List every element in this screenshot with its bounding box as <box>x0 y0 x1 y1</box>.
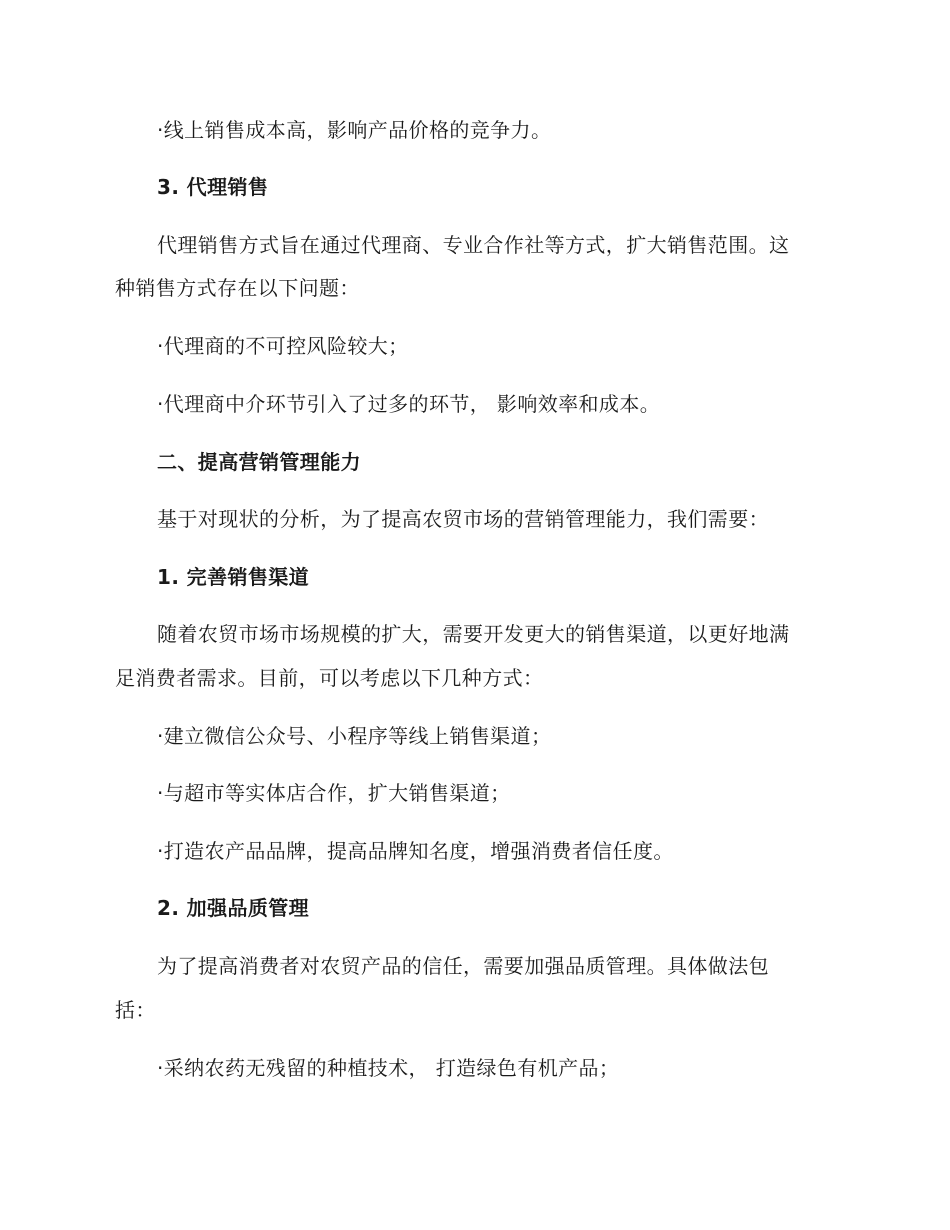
heading-quality-management: 2. 加强品质管理 <box>157 896 310 920</box>
bullet-supermarket: ·与超市等实体店合作，扩大销售渠道； <box>157 781 511 805</box>
bullet-agency-risk: ·代理商的不可控风险较大； <box>157 334 409 358</box>
paragraph-quality-line-2: 括： <box>115 998 156 1022</box>
heading-sales-channels: 1. 完善销售渠道 <box>157 565 310 589</box>
bullet-online-cost: ·线上销售成本高，影响产品价格的竞争力。 <box>157 118 552 142</box>
bullet-pesticide: ·采纳农药无残留的种植技术， 打造绿色有机产品； <box>157 1056 620 1080</box>
paragraph-quality-line-1: 为了提高消费者对农贸产品的信任，需要加强品质管理。具体做法包 <box>157 954 769 978</box>
paragraph-channels-line-1: 随着农贸市场市场规模的扩大，需要开发更大的销售渠道，以更好地满 <box>157 622 790 646</box>
bullet-wechat: ·建立微信公众号、小程序等线上销售渠道； <box>157 724 552 748</box>
heading-agency-sales: 3. 代理销售 <box>157 175 269 199</box>
paragraph-intro: 基于对现状的分析，为了提高农贸市场的营销管理能力，我们需要： <box>157 507 769 531</box>
bullet-brand: ·打造农产品品牌，提高品牌知名度，增强消费者信任度。 <box>157 839 674 863</box>
paragraph-agency-line-2: 种销售方式存在以下问题： <box>115 276 360 300</box>
heading-section-two: 二、提高营销管理能力 <box>157 450 361 474</box>
paragraph-agency-line-1: 代理销售方式旨在通过代理商、专业合作社等方式，扩大销售范围。这 <box>157 233 790 257</box>
paragraph-channels-line-2: 足消费者需求。目前，可以考虑以下几种方式： <box>115 666 544 690</box>
bullet-agency-chain: ·代理商中介环节引入了过多的环节， 影响效率和成本。 <box>157 392 661 416</box>
